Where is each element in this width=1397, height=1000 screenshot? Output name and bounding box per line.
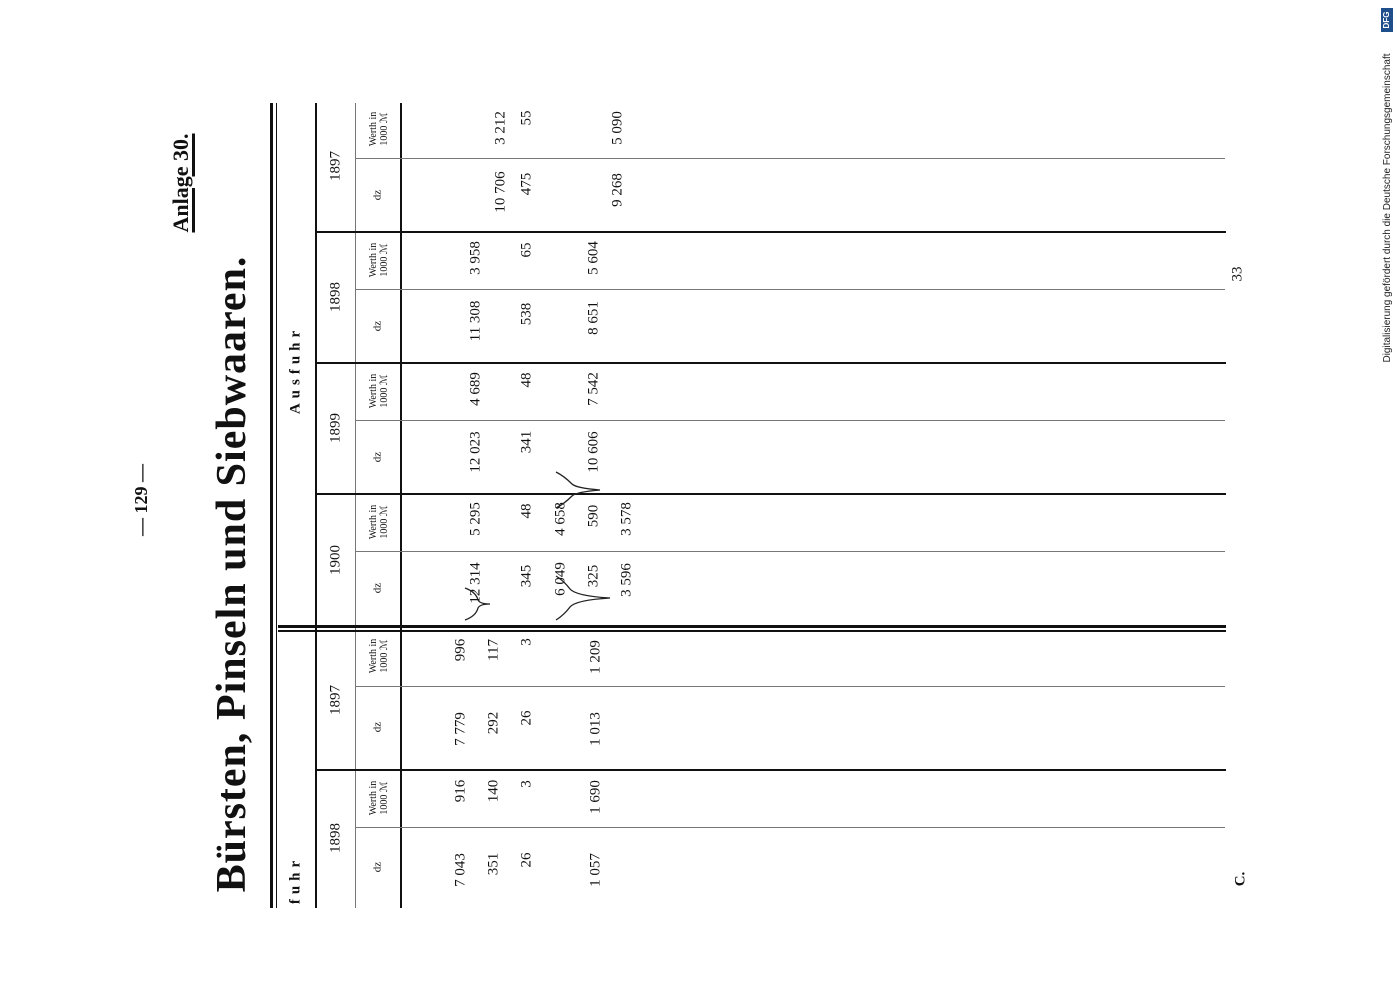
year-1900: 1900 [327,545,344,575]
cell-1900-dz: 325 [585,564,602,588]
cell-1898l-werth: 1 690 [587,780,604,814]
cell-1898r-werth: 3 958 [467,241,484,275]
digitization-credit: Digitalisierung gefördert durch die Deutsche Forschungsgemeinschaft [1382,53,1393,363]
cell-1897l-werth: 1 209 [587,640,604,674]
subheader-dz: dz [371,189,384,201]
table-divider-1897-1898-left [315,769,1226,771]
cell-1898l-dz: 7 043 [452,853,469,887]
cell-1897r-dz: 475 [518,172,535,196]
cell-1900-dz: 345 [518,564,535,588]
page-number: — 129 — [131,464,151,536]
cell-1898r-werth: 65 [518,242,535,258]
cell-1898l-dz: 1 057 [587,853,604,887]
dfg-logo-text: DFG [1382,11,1391,29]
cell-1900-werth: 590 [585,504,602,528]
year-1899: 1899 [327,413,344,443]
cell-1898l-werth: 3 [518,780,535,788]
year-1898-left: 1898 [327,823,344,853]
subheader-dz: dz [371,582,384,594]
cell-1898l-werth: 140 [485,779,502,803]
table-divider-einfuhr-ausfuhr-1 [278,625,1226,628]
subheader-dz: dz [371,861,384,873]
table-divider-1898-1897 [315,231,1226,233]
cell-1897r-werth: 55 [518,110,535,126]
group-header-ausfuhr: Ausfuhr [287,325,304,415]
cell-1897l-werth: 117 [485,639,502,661]
cell-1900-werth: 5 295 [467,502,484,536]
brace-1900-bottom [556,576,610,620]
group-header-einfuhr: fuhr [287,855,304,905]
subheader-werth: Werth in 1000 ℳ [368,111,390,147]
cell-1900-dz: 3 596 [618,563,635,597]
table-rule-top-inner [276,103,277,908]
subheader-dz: dz [371,320,384,332]
annex-label: Anlage 30. [168,133,193,233]
cell-1900-werth: 3 578 [618,502,635,536]
col-rule-1898l [355,827,1225,828]
subheader-werth: Werth in 1000 ℳ [368,373,390,409]
brace-1900-top [465,588,490,620]
page-title: Bürsten, Pinseln und Siebwaaren. [209,255,255,893]
subheader-dz: dz [371,721,384,733]
col-rule-1897l [355,686,1225,687]
subheader-werth: Werth in 1000 ℳ [368,638,390,674]
cell-1899-werth: 48 [518,372,535,388]
cell-1897l-werth: 3 [518,638,535,646]
cell-1897r-werth: 5 090 [609,111,626,145]
cell-1897l-werth: 996 [452,638,469,662]
grouping-braces [440,470,640,630]
cell-1897r-werth: 3 212 [492,111,509,145]
cell-1900-werth: 48 [518,503,535,519]
cell-1897l-dz: 292 [485,711,502,735]
cell-1898r-dz: 11 308 [467,300,484,342]
col-rule-1898r [355,289,1225,290]
cell-1899-dz: 341 [518,430,535,454]
cell-1899-werth: 7 542 [585,372,602,406]
cell-1900-dz: 6 049 [552,562,569,596]
year-1897-right: 1897 [327,151,344,181]
subheader-dz: dz [371,451,384,463]
year-1897-left: 1897 [327,685,344,715]
footer-letter: C. [1232,871,1249,887]
table-rule-top-outer [270,103,273,908]
table-rule-year [315,103,317,908]
col-rule-1897r [355,158,1225,159]
table-divider-1899-1898 [315,362,1226,364]
cell-1897l-dz: 26 [518,710,535,726]
dfg-logo [1381,8,1393,32]
cell-1897l-dz: 1 013 [587,712,604,746]
cell-1898r-werth: 5 604 [585,241,602,275]
cell-1897l-dz: 7 779 [452,712,469,746]
subheader-werth: Werth in 1000 ℳ [368,504,390,540]
table-divider-einfuhr-ausfuhr-2 [278,630,1226,632]
cell-1900-dz: 12 314 [467,562,484,604]
subheader-werth: Werth in 1000 ℳ [368,780,390,816]
table-rule-header-bottom [400,103,402,908]
cell-1898r-dz: 538 [518,302,535,326]
subheader-werth: Werth in 1000 ℳ [368,242,390,278]
cell-1898l-dz: 351 [485,852,502,876]
cell-1898r-dz: 8 651 [585,301,602,335]
col-rule-1899 [355,420,1225,421]
cell-1897r-dz: 10 706 [492,171,509,213]
cell-1899-dz: 12 023 [467,431,484,473]
footer-page-number: 33 [1229,266,1246,282]
cell-1899-werth: 4 689 [467,372,484,406]
cell-1900-werth: 4 658 [552,502,569,536]
cell-1898l-dz: 26 [518,852,535,868]
table-rule-subheader [355,103,356,908]
cell-1899-dz: 10 606 [585,431,602,473]
cell-1898l-werth: 916 [452,779,469,803]
brace-1899 [556,472,600,508]
cell-1897r-dz: 9 268 [609,173,626,207]
year-1898-right: 1898 [327,282,344,312]
